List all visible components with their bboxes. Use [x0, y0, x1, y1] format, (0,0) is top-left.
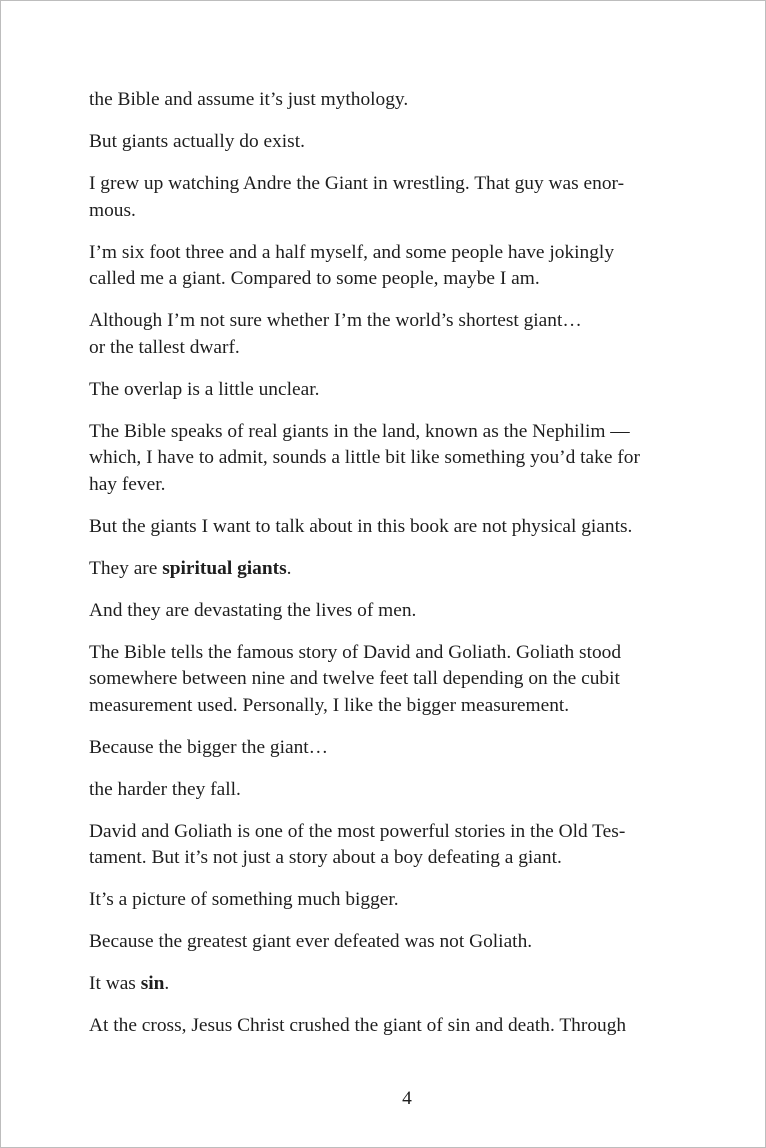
paragraph-text: . — [286, 557, 292, 579]
paragraph: But the giants I want to talk about in this book are not physical giants. — [89, 515, 633, 537]
paragraph: Because the bigger the giant… — [89, 736, 329, 758]
paragraph: the Bible and assume it’s just mythology. — [89, 89, 409, 110]
paragraph: the harder they fall. — [89, 778, 241, 800]
paragraph: It’s a picture of something much bigger. — [89, 889, 399, 910]
paragraph: I’m six foot three and a half myself, and some people have jokingly called me a giant. Compared to some people, maybe I am. — [89, 241, 615, 289]
paragraph: But giants actually do exist. — [89, 131, 305, 152]
paragraph: At the cross, Jesus Christ crushed the giant of sin and death. Through — [89, 1015, 627, 1036]
bold-phrase: spiritual giants — [162, 557, 287, 579]
paragraph: David and Goliath is one of the most powerful stories in the Old Tes- tament. But it’s not just a story about a boy defeating a giant. — [89, 820, 626, 868]
paragraph: The Bible tells the famous story of David and Goliath. Goliath stood somewhere between nine and twelve feet tall depending on the cubit measurement used. Personally, I like the bigger measurement. — [89, 641, 622, 716]
paragraph: The overlap is a little unclear. — [89, 378, 320, 400]
paragraph — [89, 556, 679, 583]
paragraph-text: . — [164, 973, 170, 994]
paragraph: I grew up watching Andre the Giant in wrestling. That guy was enor- mous. — [89, 173, 625, 221]
paragraph-text: They are — [89, 557, 163, 579]
page-body-text — [89, 87, 679, 1055]
paragraph: The Bible speaks of real giants in the land, known as the Nephilim — which, I have to admit, sounds a little bit like something you’d take for hay fever. — [89, 420, 640, 495]
page-number: 4 — [402, 1088, 412, 1109]
bold-phrase: sin — [140, 973, 165, 994]
paragraph-text: It was — [89, 973, 141, 994]
paragraph: And they are devastating the lives of men. — [89, 599, 417, 621]
paragraph: Although I’m not sure whether I’m the world’s shortest giant… or the tallest dwarf. — [89, 310, 582, 358]
paragraph: Because the greatest giant ever defeated was not Goliath. — [89, 931, 533, 952]
paragraph — [89, 971, 679, 998]
